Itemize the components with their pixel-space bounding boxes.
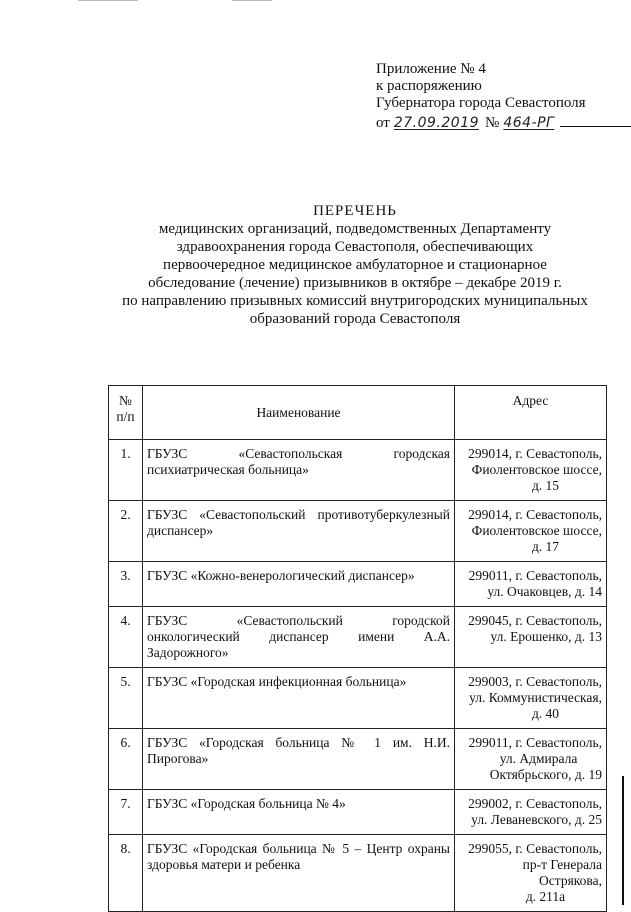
address-line: ул. Леваневского, д. 25 bbox=[471, 812, 602, 827]
handwritten-number: 464-РГ bbox=[503, 115, 555, 131]
row-address bbox=[455, 562, 607, 607]
address-line: 299055, г. Севастополь, bbox=[468, 841, 602, 856]
row-name: ГБУЗС «Городская инфекционная больница» bbox=[143, 668, 455, 729]
table-row bbox=[109, 607, 607, 668]
address-line: ул. Очаковцев, д. 14 bbox=[487, 584, 602, 599]
address-line: ул. Коммунистическая, bbox=[469, 690, 602, 705]
title-line: здравоохранения города Севастополя, обеспечивающих bbox=[176, 239, 534, 255]
row-number: 6. bbox=[109, 729, 143, 790]
address-line: 299014, г. Севастополь, bbox=[468, 446, 602, 461]
address-line: 299003, г. Севастополь, bbox=[468, 674, 602, 689]
row-address bbox=[455, 729, 607, 790]
table-row bbox=[109, 668, 607, 729]
row-number: 1. bbox=[109, 440, 143, 501]
scan-artifact bbox=[78, 0, 138, 1]
row-number: 5. bbox=[109, 668, 143, 729]
row-address bbox=[455, 790, 607, 835]
table-row bbox=[109, 562, 607, 607]
row-name: ГБУЗС «Городская больница № 4» bbox=[143, 790, 455, 835]
title-heading: ПЕРЕЧЕНЬ bbox=[313, 203, 397, 219]
address-line: пр-т Генерала Острякова, bbox=[522, 857, 602, 888]
header-number bbox=[109, 386, 143, 440]
date-prefix: от bbox=[376, 115, 390, 131]
header-number-sign: № bbox=[119, 393, 132, 408]
organizations-table bbox=[108, 385, 607, 912]
scan-artifact bbox=[232, 0, 272, 1]
row-name: ГБУЗС «Городская больница № 1 им. Н.И. Пирогова» bbox=[143, 729, 455, 790]
title-line: по направлению призывных комиссий внутригородских муниципальных bbox=[122, 293, 588, 309]
address-line: 299011, г. Севастополь, bbox=[468, 568, 602, 583]
row-name: ГБУЗС «Городская больница № 5 – Центр охраны здоровья матери и ребенка bbox=[143, 835, 455, 912]
row-number: 2. bbox=[109, 501, 143, 562]
title-line: образований города Севастополя bbox=[249, 311, 461, 327]
header-address: Адрес bbox=[455, 386, 607, 440]
row-address bbox=[455, 440, 607, 501]
annex-date-line bbox=[376, 112, 631, 132]
row-name: ГБУЗС «Севастопольский городской онкологический диспансер имени А.А. Задорожного» bbox=[143, 607, 455, 668]
row-number: 7. bbox=[109, 790, 143, 835]
title-line: медицинских организаций, подведомственных Департаменту bbox=[158, 221, 552, 237]
address-line: д. 211а bbox=[525, 889, 566, 904]
address-line: Октябрьского, д. 19 bbox=[489, 767, 602, 782]
row-address bbox=[455, 835, 607, 912]
address-line: д. 40 bbox=[531, 706, 560, 721]
scan-edge-line bbox=[622, 776, 624, 905]
address-line: 299002, г. Севастополь, bbox=[468, 796, 602, 811]
row-number: 4. bbox=[109, 607, 143, 668]
address-line: Фиолентовское шоссе, bbox=[471, 462, 602, 477]
address-line: Фиолентовское шоссе, bbox=[471, 523, 602, 538]
table-row bbox=[109, 835, 607, 912]
header-number-pp: п/п bbox=[116, 409, 135, 424]
table-row bbox=[109, 729, 607, 790]
annex-governor: Губернатора города Севастополя bbox=[376, 95, 586, 111]
row-address bbox=[455, 607, 607, 668]
title-line: обследование (лечение) призывников в октябре – декабре 2019 г. bbox=[148, 275, 562, 291]
number-prefix: № bbox=[485, 115, 500, 131]
address-line: ул. Ерошенко, д. 13 bbox=[490, 629, 602, 644]
title-line: первоочередное медицинское амбулаторное и стационарное bbox=[163, 257, 547, 273]
annex-order-label: к распоряжению bbox=[376, 78, 482, 94]
address-line: д. 17 bbox=[531, 539, 560, 554]
row-name: ГБУЗС «Севастопольская городская психиатрическая больница» bbox=[143, 440, 455, 501]
row-name: ГБУЗС «Кожно-венерологический диспансер» bbox=[143, 562, 455, 607]
address-line: 299011, г. Севастополь, bbox=[468, 735, 602, 750]
row-number: 3. bbox=[109, 562, 143, 607]
table-row bbox=[109, 501, 607, 562]
row-number: 8. bbox=[109, 835, 143, 912]
handwritten-date: 27.09.2019 bbox=[393, 115, 480, 131]
address-line: 299014, г. Севастополь, bbox=[468, 507, 602, 522]
table-header-row bbox=[109, 386, 607, 440]
address-line: ул. Адмирала bbox=[499, 751, 578, 766]
underline-blank bbox=[560, 112, 631, 127]
address-line: 299045, г. Севастополь, bbox=[468, 613, 602, 628]
table-row bbox=[109, 440, 607, 501]
row-address bbox=[455, 501, 607, 562]
row-address bbox=[455, 668, 607, 729]
row-name: ГБУЗС «Севастопольский противотуберкулезный диспансер» bbox=[143, 501, 455, 562]
header-name: Наименование bbox=[143, 386, 455, 440]
address-line: д. 15 bbox=[531, 478, 560, 493]
table-body bbox=[109, 440, 607, 912]
table-row bbox=[109, 790, 607, 835]
annex-number: Приложение № 4 bbox=[376, 61, 486, 77]
annex-block bbox=[376, 61, 631, 132]
document-title bbox=[100, 202, 610, 328]
